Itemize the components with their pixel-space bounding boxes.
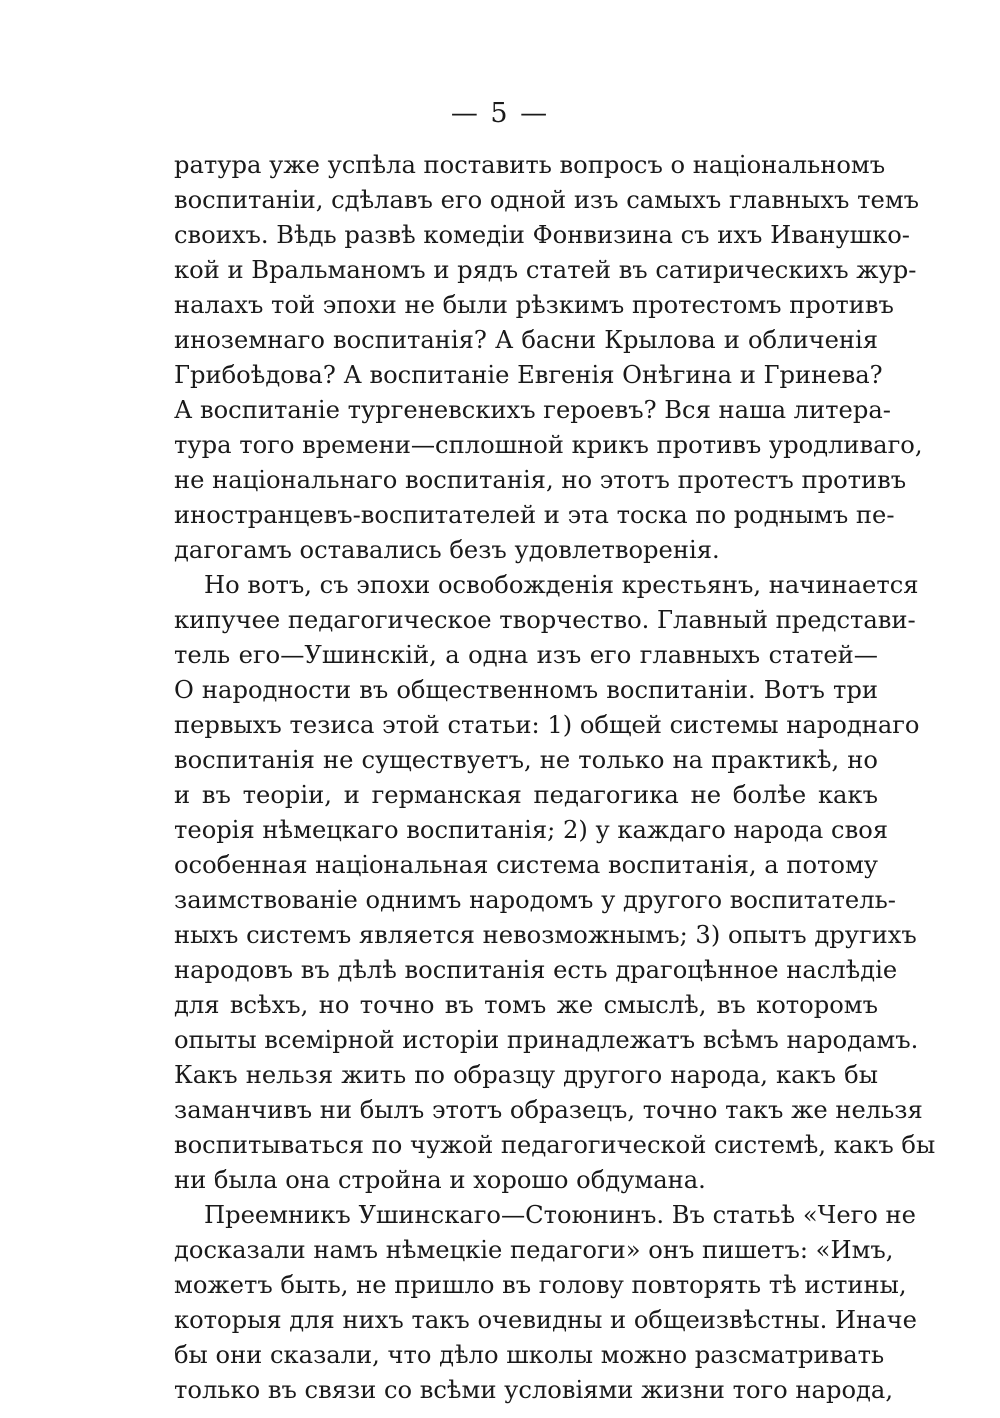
text-line: Грибоѣдова? А воспитаніе Евгенія Онѣгина и Гринева? xyxy=(174,361,883,389)
paragraph-1 xyxy=(174,148,923,568)
text-line: опыты всемірной исторіи принадлежатъ всѣмъ народамъ. xyxy=(174,1026,919,1054)
text-line: только въ связи со всѣми условіями жизни того народа, xyxy=(174,1376,894,1404)
text-line: не національнаго воспитанія, но этотъ протестъ противъ xyxy=(174,466,907,494)
text-line: О народности въ общественномъ воспитаніи. Вотъ три xyxy=(174,676,878,704)
text-line: воспитываться по чужой педагогической системѣ, какъ бы xyxy=(174,1131,936,1159)
text-line: дагогамъ оставались безъ удовлетворенія. xyxy=(174,536,720,564)
text-line: иноземнаго воспитанія? А басни Крылова и обличенія xyxy=(174,326,878,354)
text-line: налахъ той эпохи не были рѣзкимъ протестомъ противъ xyxy=(174,291,894,319)
text-line: тель его—Ушинскій, а одна изъ его главныхъ статей— xyxy=(174,641,878,669)
text-line: ратура уже успѣла поставить вопросъ о національномъ xyxy=(174,151,886,179)
text-line: можетъ быть, не пришло въ голову повторять тѣ истины, xyxy=(174,1271,907,1299)
text-line: теорія нѣмецкаго воспитанія; 2) у каждаго народа своя xyxy=(174,816,889,844)
text-line: воспитанія не существуетъ, не только на практикѣ, но xyxy=(174,746,878,774)
text-line: особенная національная система воспитанія, а потому xyxy=(174,851,878,879)
text-line: своихъ. Вѣдь развѣ комедіи Фонвизина съ ихъ Иванушко- xyxy=(174,221,910,249)
body-text xyxy=(174,148,936,1408)
text-line: воспитаніи, сдѣлавъ его одной изъ самыхъ главныхъ темъ xyxy=(174,186,920,214)
text-line: ныхъ системъ является невозможнымъ; 3) опытъ другихъ xyxy=(174,921,917,949)
text-line: для всѣхъ, но точно въ томъ же смыслѣ, въ которомъ xyxy=(174,991,878,1019)
text-line: которыя для нихъ такъ очевидны и общеизвѣстны. Иначе xyxy=(174,1306,917,1334)
text-line: Но вотъ, съ эпохи освобожденія крестьянъ, начинается xyxy=(204,571,919,599)
text-line: и въ теоріи, и германская педагогика не болѣе какъ xyxy=(174,781,878,809)
text-line: иностранцевъ-воспитателей и эта тоска по роднымъ пе- xyxy=(174,501,895,529)
text-line: первыхъ тезиса этой статьи: 1) общей системы народнаго xyxy=(174,711,920,739)
text-line: бы они сказали, что дѣло школы можно разсматривать xyxy=(174,1341,885,1369)
text-line: заманчивъ ни былъ этотъ образецъ, точно такъ же нельзя xyxy=(174,1096,923,1124)
text-line: Какъ нельзя жить по образцу другого народа, какъ бы xyxy=(174,1061,878,1089)
text-line: ни была она стройна и хорошо обдумана. xyxy=(174,1166,706,1194)
text-line: кой и Вральманомъ и рядъ статей въ сатирическихъ жур- xyxy=(174,256,917,284)
text-line: народовъ въ дѣлѣ воспитанія есть драгоцѣнное наслѣдіе xyxy=(174,956,898,984)
text-line: кипучее педагогическое творчество. Главный представи- xyxy=(174,606,916,634)
paragraph-2 xyxy=(174,568,936,1198)
text-line: Преемникъ Ушинскаго—Стоюнинъ. Въ статьѣ «Чего не xyxy=(204,1201,916,1229)
paragraph-3 xyxy=(174,1198,917,1408)
text-line: А воспитаніе тургеневскихъ героевъ? Вся наша литера- xyxy=(174,396,891,424)
text-line: досказали намъ нѣмецкіе педагоги» онъ пишетъ: «Имъ, xyxy=(174,1236,894,1264)
page-number: — 5 — xyxy=(450,98,550,129)
text-line: тура того времени—сплошной крикъ противъ уродливаго, xyxy=(174,431,923,459)
text-line: заимствованіе однимъ народомъ у другого воспитатель- xyxy=(174,886,896,914)
